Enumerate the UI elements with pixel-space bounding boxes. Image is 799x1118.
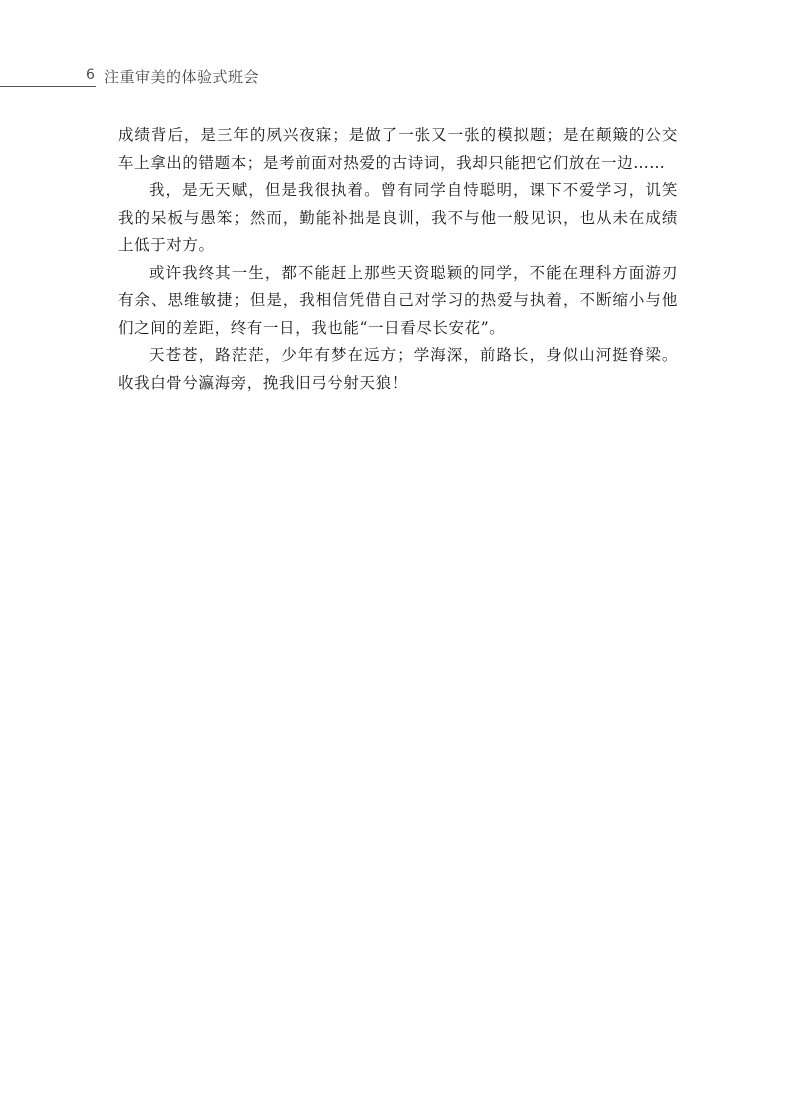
paragraph: 我，是无天赋，但是我很执着。曾有同学自恃聪明，课下不爱学习，讥笑我的呆板与愚笨；然而，勤能补拙是良训，我不与他一般见识，也从未在成绩上低于对方。 <box>118 181 678 254</box>
body-text <box>118 122 678 397</box>
paragraph: 天苍苍，路茫茫，少年有梦在远方；学海深，前路长，身似山河挺脊梁。收我白骨兮瀛海旁，挽我旧弓兮射天狼！ <box>118 346 678 392</box>
header-rule <box>0 86 96 87</box>
paragraph: 或许我终其一生，都不能赶上那些天资聪颖的同学，不能在理科方面游刃有余、思维敏捷；但是，我相信凭借自己对学习的热爱与执着，不断缩小与他们之间的差距，终有一日，我也能“一日看尽长安花”。 <box>118 263 678 337</box>
running-title: 注重审美的体验式班会 <box>104 68 260 86</box>
page-header <box>0 64 799 90</box>
paragraph: 成绩背后，是三年的夙兴夜寐；是做了一张又一张的模拟题；是在颠簸的公交车上拿出的错题本；是考前面对热爱的古诗词，我却只能把它们放在一边…… <box>118 126 678 172</box>
page-number: 6 <box>86 67 95 83</box>
